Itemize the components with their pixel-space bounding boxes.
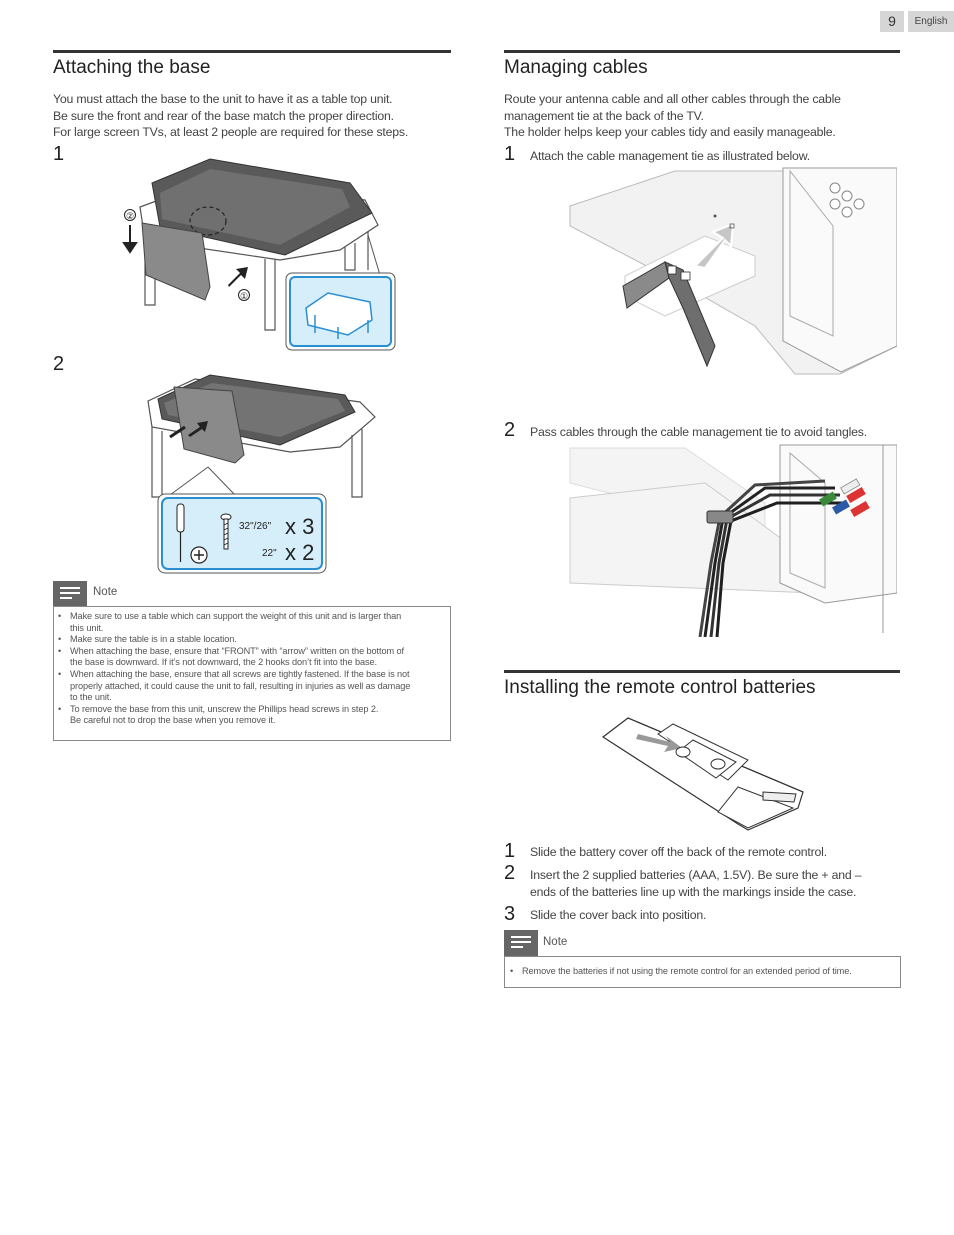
screw-base-illustration — [140, 357, 380, 577]
section-rule — [504, 670, 900, 673]
intro-line: For large screen TVs, at least 2 people are required for these steps. — [53, 125, 409, 139]
step-number: 2 — [504, 862, 516, 884]
step-number: 1 — [504, 143, 516, 165]
language-label: English — [908, 11, 954, 32]
intro-line: management tie at the back of the TV. — [504, 108, 704, 123]
intro-line: You must attach the base to the unit to have it as a table top unit. — [53, 92, 393, 106]
note-item: • When attaching the base, ensure that all screws are tightly fastened. If the base is not properly attached, it could cause the unit to fall, resulting in injuries as well as damage to the unit. — [70, 669, 444, 704]
step-number: 2 — [504, 419, 516, 441]
screw-qty-small: x 2 — [285, 540, 315, 565]
section-rule — [53, 50, 451, 53]
note-box — [53, 606, 451, 741]
note-box — [504, 956, 901, 988]
screw-qty-large: x 3 — [285, 514, 315, 539]
note-icon — [504, 930, 538, 956]
note-label: Note — [93, 586, 118, 598]
note-item: • Make sure the table is in a stable location. — [70, 634, 444, 646]
step-text-line: Insert the 2 supplied batteries (AAA, 1.5V). Be sure the + and – — [530, 868, 862, 882]
section-title-remote-batteries: Installing the remote control batteries — [504, 677, 816, 698]
page-number: 9 — [880, 11, 904, 32]
step-text: Slide the battery cover off the back of the remote control. — [530, 845, 827, 859]
note-label: Note — [543, 936, 568, 948]
intro-line: Route your antenna cable and all other cables through the cable — [504, 92, 841, 106]
section-rule — [504, 50, 900, 53]
step-number: 2 — [53, 353, 65, 375]
note-item: • To remove the base from this unit, unscrew the Phillips head screws in step 2. Be careful not to drop the base when you remove it. — [70, 704, 444, 727]
note-item: • When attaching the base, ensure that “FRONT” with “arrow” written on the bottom of the base is downward. If it’s not downward, the 2 hooks don’t fit into the base. — [70, 646, 444, 669]
step-text-line: ends of the batteries line up with the markings inside the case. — [530, 885, 857, 899]
note-item: • Make sure to use a table which can support the weight of this unit and is larger than this unit. — [70, 611, 444, 634]
step-text — [530, 867, 861, 901]
screw-size-small: 22" — [262, 548, 277, 559]
attach-base-illustration — [110, 155, 400, 355]
step-number: 3 — [504, 903, 516, 925]
section-title-managing-cables: Managing cables — [504, 57, 648, 78]
note-icon — [53, 581, 87, 606]
attaching-base-intro — [53, 91, 453, 141]
cable-tie-illustration — [565, 166, 897, 378]
step-text: Pass cables through the cable management tie to avoid tangles. — [530, 425, 867, 439]
callout-step-2: ② — [125, 211, 135, 221]
step-text: Slide the cover back into position. — [530, 908, 707, 922]
intro-line: The holder helps keep your cables tidy and easily manageable. — [504, 125, 836, 139]
callout-step-1: ① — [239, 291, 249, 301]
cables-routing-illustration — [565, 443, 897, 637]
step-number: 1 — [53, 143, 65, 165]
step-number: 1 — [504, 840, 516, 862]
screw-size-large: 32"/26" — [239, 521, 272, 532]
section-title-attaching-base: Attaching the base — [53, 57, 211, 78]
remote-battery-illustration — [598, 712, 808, 834]
managing-cables-intro — [504, 91, 904, 141]
note-item: • Remove the batteries if not using the remote control for an extended period of time. — [522, 966, 894, 978]
step-text: Attach the cable management tie as illustrated below. — [530, 149, 810, 163]
intro-line: Be sure the front and rear of the base match the proper direction. — [53, 108, 394, 123]
